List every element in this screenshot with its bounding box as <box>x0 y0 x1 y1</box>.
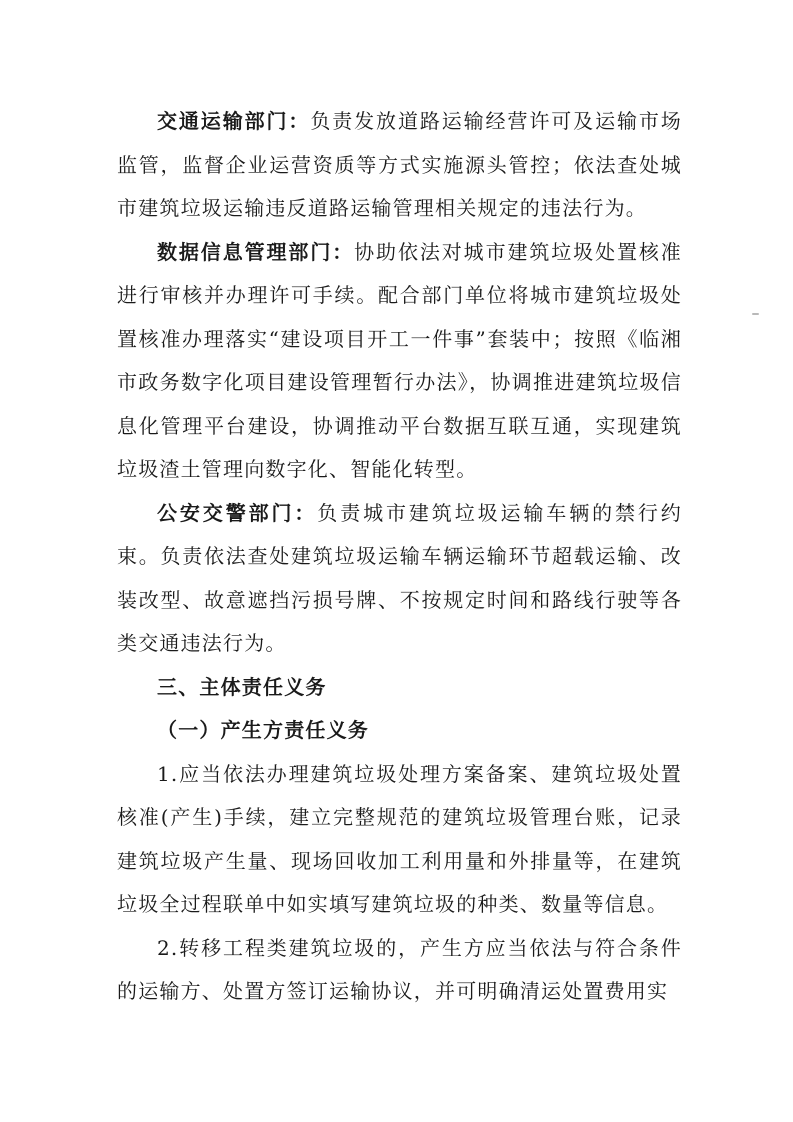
paragraph-text: 负责发放道路运输经营许可及运输市场监管，监督企业运营资质等方式实施源头管控；依法查处城市建筑垃圾运输违反道路运输管理相关规定的违法行为。 <box>117 109 682 220</box>
list-item: 1.应当依法办理建筑垃圾处理方案备案、建筑垃圾处置核准(产生)手续，建立完整规范的建筑垃圾管理台账，记录建筑垃圾产生量、现场回收加工利用量和外排量等，在建筑垃圾全过程联单中如实填写建筑垃圾的种类、数量等信息。 <box>117 761 682 916</box>
paragraph-text: 协助依法对城市建筑垃圾处置核准进行审核并办理许可手续。配合部门单位将城市建筑垃圾处置核准办理落实“建设项目开工一件事”套装中；按照《临湘市政务数字化项目建设管理暂行办法》，协调推进建筑垃圾信息化管理平台建设，协调推动平台数据互联互通，实现建筑垃圾渣土管理向数字化、智能化转型。 <box>117 239 682 481</box>
paragraph-transport-department <box>117 100 682 231</box>
paragraph-traffic-police-department <box>117 492 682 666</box>
paragraph-text: 负责城市建筑垃圾运输车辆的禁行约束。负责依法查处建筑垃圾运输车辆运输环节超载运输、改装改型、故意遮挡污损号牌、不按规定时间和路线行驶等各类交通违法行为。 <box>117 500 682 655</box>
paragraph-lead: 数据信息管理部门： <box>157 239 355 264</box>
scan-speck <box>752 313 759 315</box>
paragraph-data-management-department <box>117 231 682 492</box>
subsection-heading: （一）产生方责任义务 <box>157 718 369 742</box>
document-body <box>117 100 682 1014</box>
paragraph-lead: 公安交警部门： <box>157 500 318 525</box>
paragraph-lead: 交通运输部门： <box>157 109 311 133</box>
list-item: 2.转移工程类建筑垃圾的，产生方应当依法与符合条件的运输方、处置方签订运输协议，并可明确清运处置费用实 <box>117 935 682 1003</box>
section-heading: 三、主体责任义务 <box>157 674 327 699</box>
